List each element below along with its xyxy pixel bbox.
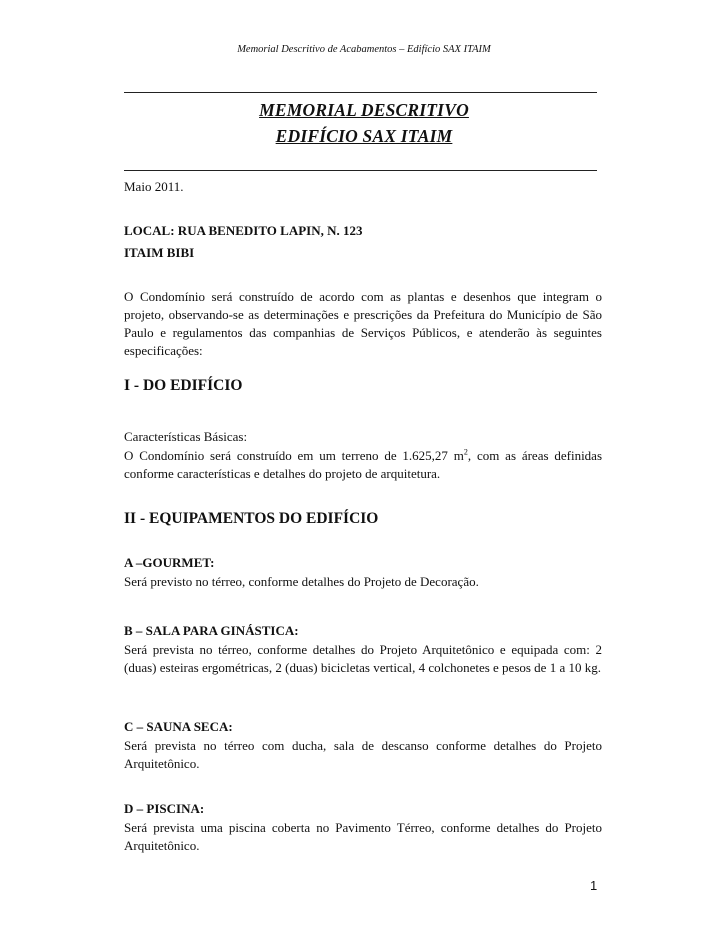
item-text-gourmet: Será previsto no térreo, conforme detalhes do Projeto de Decoração. [124, 574, 479, 589]
location-address: LOCAL: RUA BENEDITO LAPIN, N. 123 [124, 223, 363, 238]
area-exponent: 2 [463, 447, 468, 457]
running-header: Memorial Descritivo de Acabamentos – Edifício SAX ITAIM [237, 44, 491, 55]
location-district: ITAIM BIBI [124, 245, 195, 260]
item-title-piscina: D – PISCINA: [124, 801, 205, 816]
document-date: Maio 2011. [124, 179, 184, 194]
item-title-gourmet: A –GOURMET: [124, 555, 215, 570]
page-number: 1 [590, 878, 598, 893]
item-text-sauna: Será prevista no térreo com ducha, sala de descanso conforme detalhes do Projeto Arquitetônico. [124, 738, 602, 771]
section-heading-equipamentos: II - EQUIPAMENTOS DO EDIFÍCIO [124, 510, 379, 527]
item-text-ginastica: Será prevista no térreo, conforme detalhes do Projeto Arquitetônico e equipada com: 2 (duas) esteiras ergométricas, 2 (duas) bicicletas vertical, 4 colchonetes e pesos de 1 a 10 kg. [124, 642, 602, 675]
top-rule [124, 92, 597, 93]
terrain-text: O Condomínio será construído em um terreno de 1.625,27 m [124, 448, 464, 463]
item-title-ginastica: B – SALA PARA GINÁSTICA: [124, 623, 299, 638]
bottom-rule [124, 170, 597, 171]
terrain-paragraph [124, 447, 602, 483]
terrain-text-cont: , com as áreas definidas conforme características e detalhes do projeto de arquitetura. [124, 448, 603, 481]
section-heading-edificio: I - DO EDIFÍCIO [124, 377, 243, 394]
section-subheading: Características Básicas: [124, 429, 248, 444]
document-title: MEMORIAL DESCRITIVO [259, 100, 469, 120]
item-title-sauna: C – SAUNA SECA: [124, 719, 233, 734]
item-text-piscina: Será prevista uma piscina coberta no Pavimento Térreo, conforme detalhes do Projeto Arquitetônico. [124, 820, 602, 853]
intro-paragraph: O Condomínio será construído de acordo com as plantas e desenhos que integram o projeto, observando-se as determinações e prescrições da Prefeitura do Município de São Paulo e regulamentos das companhias de Serviços Públicos, e atenderão às seguintes especificações: [124, 289, 602, 358]
building-title: EDIFÍCIO SAX ITAIM [275, 126, 453, 146]
